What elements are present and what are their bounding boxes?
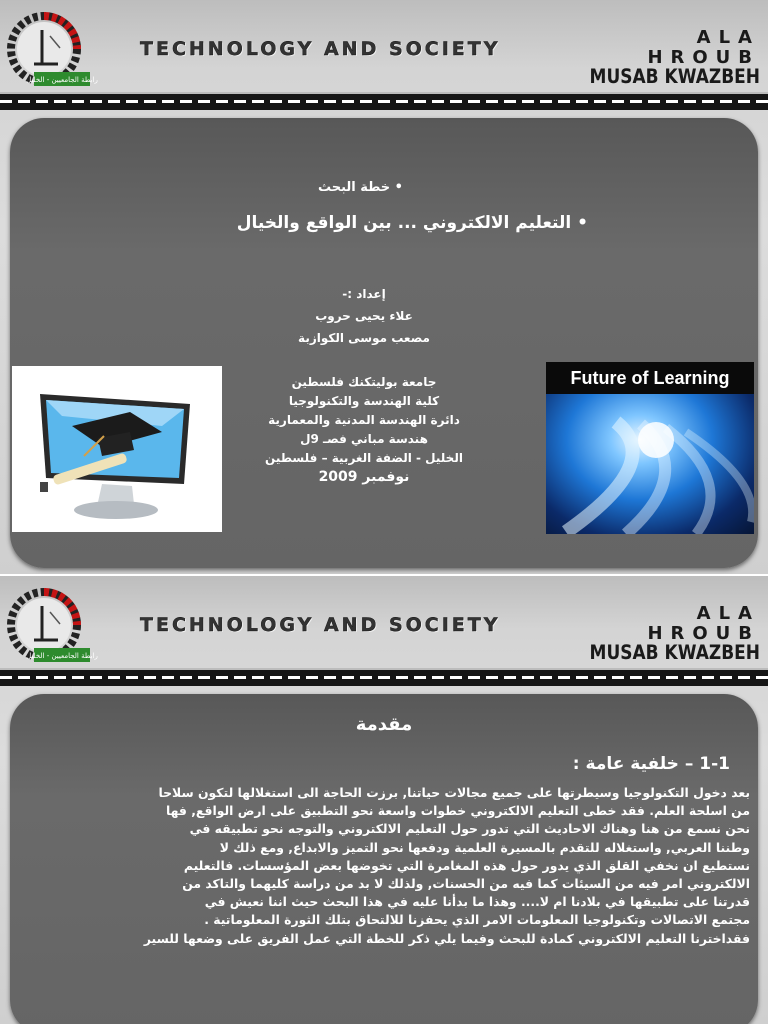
future-of-learning-image bbox=[546, 362, 754, 534]
header-title: TECHNOLOGY AND SOCIETY bbox=[140, 614, 501, 636]
section-title: مقدمة bbox=[355, 714, 413, 735]
content-panel bbox=[10, 118, 758, 568]
body-line: نحن نسمع من هنا وهناك الاحاديث التي تدور حول التعليم الالكتروني والتوجه نحو تطبيقه في bbox=[189, 821, 750, 837]
svg-text:رابطة الجامعيين - الخليل: رابطة الجامعيين - الخليل bbox=[26, 652, 98, 660]
institution-line: هندسة مباني فصـ 9ل bbox=[300, 432, 428, 446]
body-line: قدرتنا على تطبيقها في بلادنا ام لا.... وهذا ما بدأنا عليه في هذا البحث حيث اننا نعيش في bbox=[204, 894, 750, 910]
header-authors bbox=[580, 27, 760, 89]
body-line: بعد دخول التكنولوجيا وسيطرتها على جميع مجالات حياتنا, برزت الحاجة الى استغلالها لتكون سلاحا bbox=[158, 785, 750, 800]
header-author-2: MUSAB KWAZBEH bbox=[589, 641, 760, 665]
institution-line: الخليل - الضفة الغربية – فلسطين bbox=[265, 451, 463, 465]
bullet-research-plan: • خطة البحث bbox=[318, 180, 403, 195]
author-name-2: مصعب موسى الكوازبة bbox=[298, 331, 430, 345]
prepared-by-block bbox=[0, 283, 738, 349]
elearning-monitor-image bbox=[12, 366, 222, 532]
body-line: مجتمع الاتصالات وتكنولوجيا المعلومات الامر الذي يحفزنا للالتحاق بتلك الثورة المعلوماتية . bbox=[204, 912, 750, 928]
header-author-2: MUSAB KWAZBEH bbox=[589, 65, 760, 89]
institution-line: كلية الهندسة والتكنولوجيا bbox=[288, 394, 440, 408]
content-panel bbox=[10, 694, 758, 1024]
body-line: نستطيع ان نخفي القلق الذي يدور حول هذه المغامرة التي تخوضها بعض المؤسسات. فالتعليم bbox=[183, 857, 750, 873]
slide-header bbox=[0, 576, 768, 668]
binary-stream-graphic bbox=[546, 362, 754, 534]
future-of-learning-caption: Future of Learning bbox=[546, 362, 754, 394]
body-line: وطننا العربي, واستغلاله للتقدم بالمسيرة العلمية ودفعها نحو التميز والابداع, ومع ذلك لا bbox=[219, 839, 750, 855]
header-authors bbox=[580, 603, 760, 665]
author-name-1: علاء يحيى حروب bbox=[315, 309, 413, 323]
body-line: الالكتروني امر فيه من السيئات كما فيه من الحسنات, ولذلك لا بد من دراسة كليهما والتاكد من bbox=[182, 876, 750, 892]
institution-line: دائرة الهندسة المدنية والمعمارية bbox=[268, 413, 460, 427]
prepared-label: إعداد :- bbox=[342, 287, 386, 301]
section-body bbox=[20, 784, 750, 948]
svg-text:رابطة الجامعيين - الخليل: رابطة الجامعيين - الخليل bbox=[26, 76, 98, 84]
bullet-topic-title: • التعليم الالكتروني ... بين الواقع والخيال bbox=[237, 213, 588, 233]
body-line: فقداخترنا التعليم الالكتروني كمادة للبحث وفيما يلي ذكر للخطة التي عمل الفريق على وضعها للسير bbox=[143, 930, 750, 946]
header-author-1: ALA HROUB bbox=[647, 603, 760, 644]
date-line: نوفمبر 2009 bbox=[318, 469, 410, 485]
institution-line: جامعة بوليتكنك فلسطين bbox=[291, 375, 437, 389]
university-logo bbox=[4, 8, 104, 90]
slide-header bbox=[0, 0, 768, 92]
monitor-graduation-icon bbox=[12, 366, 222, 532]
slide-2 bbox=[0, 576, 768, 1024]
university-logo bbox=[4, 584, 104, 666]
body-line: من اسلحة العلم. فقد خطى التعليم الالكتروني خطوات واسعة نحو التطبيق على ارض الواقع, فها bbox=[165, 803, 750, 819]
header-title: TECHNOLOGY AND SOCIETY bbox=[140, 38, 501, 60]
header-author-1: ALA HROUB bbox=[647, 27, 760, 68]
section-subheading: 1-1 – خلفية عامة : bbox=[572, 754, 730, 774]
header-divider bbox=[0, 92, 768, 110]
header-divider bbox=[0, 668, 768, 686]
